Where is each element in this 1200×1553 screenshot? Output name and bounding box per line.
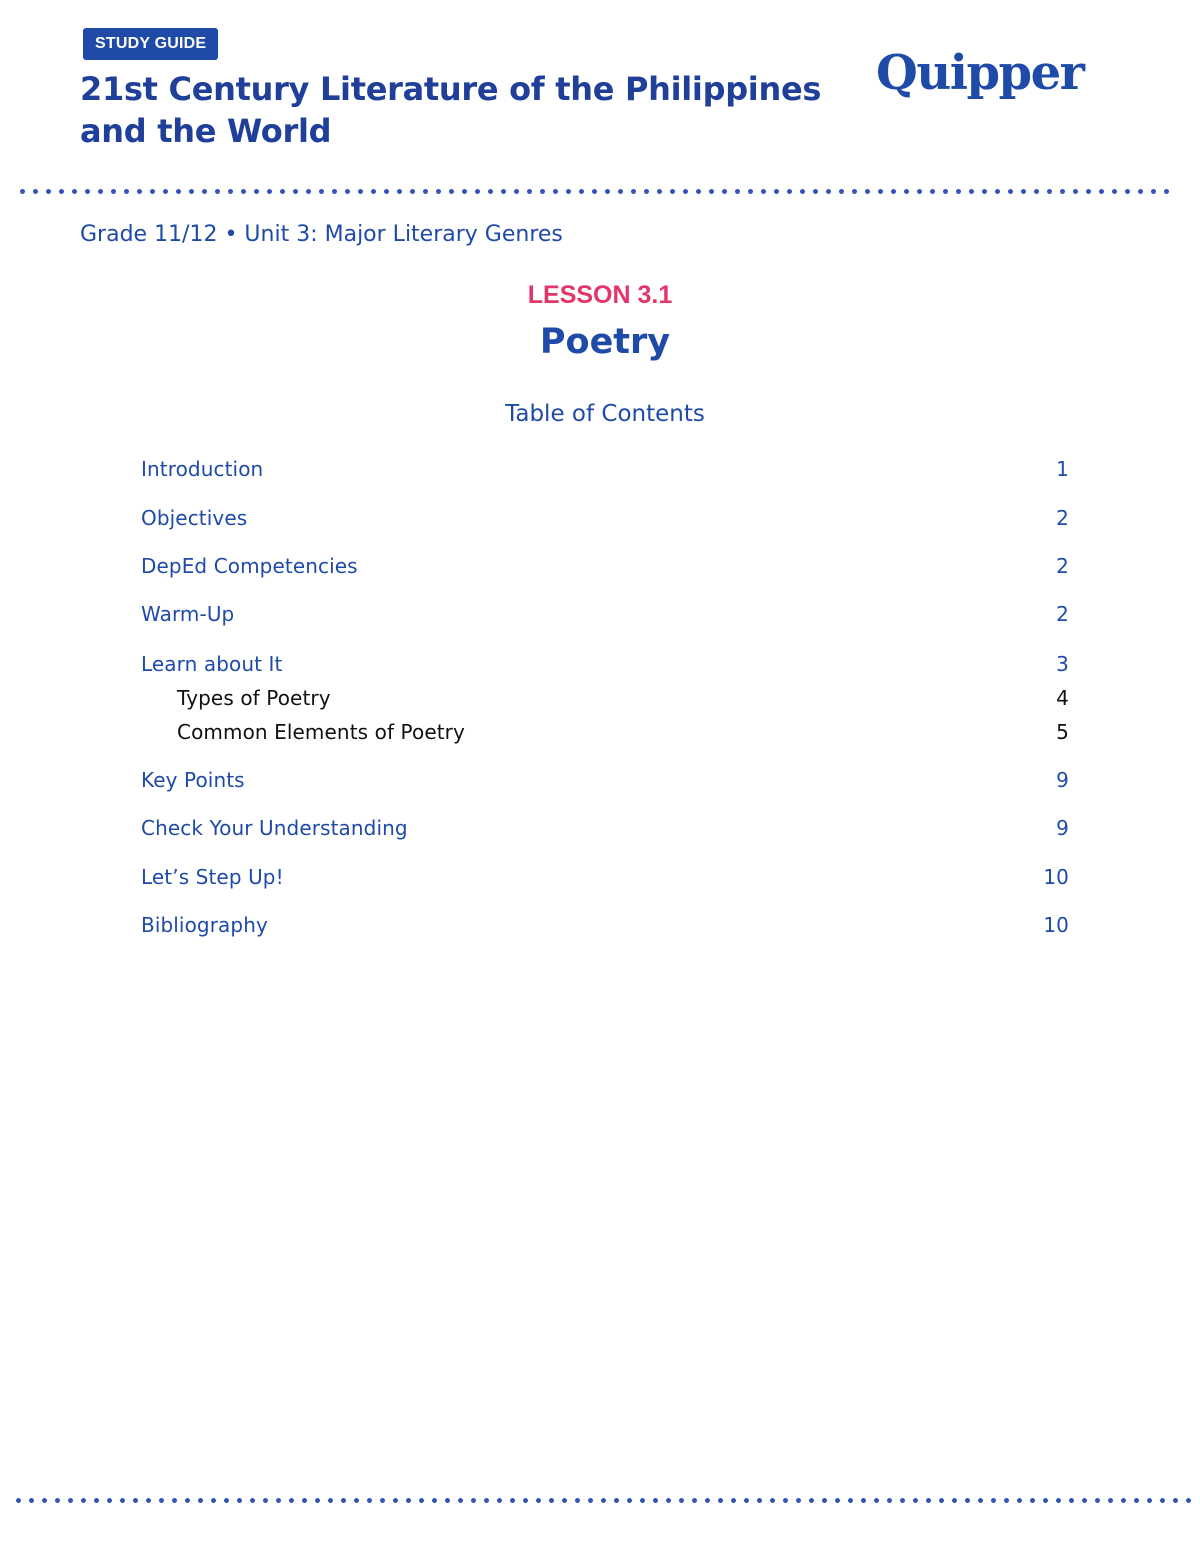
toc-item-page: 3 (1056, 652, 1069, 676)
bottom-dotted-divider (12, 1498, 1196, 1503)
toc-item-deped-competencies[interactable] (141, 551, 1069, 581)
toc-item-page: 5 (1056, 720, 1069, 744)
toc-item-introduction[interactable] (141, 454, 1069, 484)
toc-item-page: 9 (1056, 816, 1069, 840)
toc-item-warm-up[interactable] (141, 599, 1069, 629)
toc-item-label: Types of Poetry (177, 686, 331, 710)
toc-item-objectives[interactable] (141, 503, 1069, 533)
grade-unit-line: Grade 11/12 • Unit 3: Major Literary Genres (80, 222, 563, 247)
toc-item-page: 4 (1056, 686, 1069, 710)
toc-item-label: Key Points (141, 768, 245, 792)
toc-item-bibliography[interactable] (141, 910, 1069, 940)
lesson-title: Poetry (539, 322, 671, 362)
toc-item-page: 10 (1043, 913, 1069, 937)
toc-item-label: Warm-Up (141, 602, 235, 626)
toc-item-label: DepEd Competencies (141, 554, 358, 578)
toc-item-page: 10 (1043, 865, 1069, 889)
toc-item-learn-about-it[interactable] (141, 649, 1069, 679)
document-title: 21st Century Literature of the Philippines and the World (80, 70, 822, 150)
toc-item-label: Bibliography (141, 913, 268, 937)
toc-item-label: Introduction (141, 457, 264, 481)
toc-item-page: 2 (1056, 602, 1069, 626)
toc-subitem-types-of-poetry[interactable] (177, 683, 1069, 713)
toc-item-page: 2 (1056, 506, 1069, 530)
study-guide-badge: STUDY GUIDE (83, 28, 218, 60)
toc-item-key-points[interactable] (141, 765, 1069, 795)
toc-item-label: Common Elements of Poetry (177, 720, 465, 744)
top-dotted-divider (16, 189, 1176, 194)
toc-item-check-your-understanding[interactable] (141, 813, 1069, 843)
toc-item-lets-step-up[interactable] (141, 862, 1069, 892)
toc-item-page: 9 (1056, 768, 1069, 792)
toc-item-label: Check Your Understanding (141, 816, 408, 840)
toc-item-label: Learn about It (141, 652, 283, 676)
toc-item-label: Let’s Step Up! (141, 865, 284, 889)
toc-subitem-common-elements[interactable] (177, 717, 1069, 747)
lesson-number: LESSON 3.1 (527, 281, 673, 309)
toc-item-page: 1 (1056, 457, 1069, 481)
toc-item-label: Objectives (141, 506, 248, 530)
quipper-logo: Quipper (876, 45, 1084, 101)
toc-heading: Table of Contents (505, 401, 705, 427)
toc-item-page: 2 (1056, 554, 1069, 578)
